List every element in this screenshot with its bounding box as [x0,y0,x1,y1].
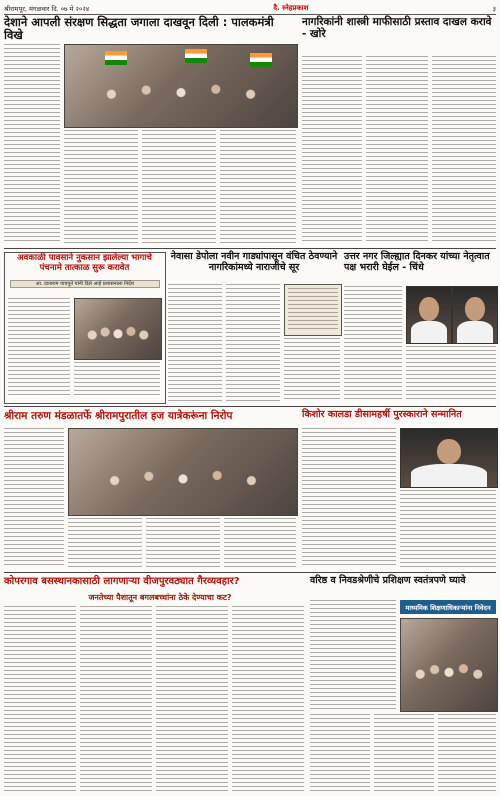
divider [4,248,496,249]
photo-portrait-district-1 [406,286,452,344]
masthead-page-number: ३ [492,4,496,13]
headline-nevasa-depot: नेवासा डेपोला नवीन गाड्यांपासून वंचित ठेवण्याने नागरिकांमध्ये नाराजीचे सूर [170,251,338,273]
article-nevasa-col1 [168,284,222,402]
headline-kishor: किशोर कालडा डीसामहर्षी पुरस्काराने सन्मानित [302,409,462,420]
article-kopargaon-col3 [156,606,228,792]
photo-teachers-memorandum [400,618,498,712]
masthead [4,2,496,15]
box-nevasa-callout [284,284,342,336]
article-main-right-col3 [432,56,496,244]
article-nevasa-col3 [284,338,340,402]
article-shriram-col3 [146,518,220,568]
photo-haj-pilgrims [68,428,298,516]
photo-portrait-district-2 [452,286,498,344]
headline-main-left: देशाने आपली संरक्षण सिद्धता जगाला दाखवून दिली : पालकमंत्री विखे [4,15,274,43]
byline-rain-loss: आ. दाताराम पाचपुते यांनी दिले आहे प्रशासनाला निर्देश [10,280,160,288]
article-nevasa-col2 [226,284,280,402]
flag-icon [250,53,272,67]
article-kishor-col1 [302,428,396,568]
headline-district: उत्तर नगर जिल्ह्यात दिनकर यांच्या नेतृत्वात पक्ष भरारी घेईल - चिंधे [344,251,490,273]
article-shriram-col2 [68,518,142,568]
flag-icon [105,51,127,65]
headline-rain-loss: अवकाळी पावसाने नुकसान झालेल्या भागाचे पंचनामे तात्काळ सुरू करावेत [17,253,152,273]
masthead-paper-name: दै. स्नेहप्रकाश [273,3,309,12]
article-district-col1 [344,286,402,402]
divider [4,406,496,407]
article-teachers-col2 [310,714,370,792]
article-main-left-col1 [4,44,60,244]
article-teachers-col3 [374,714,434,792]
article-district-col2 [406,346,496,402]
divider [4,572,496,573]
article-main-right-col2 [366,56,428,244]
subheadline-kopargaon: जनतेच्या पैशातून बगलबच्चांना ठेके देण्याचा कट? [88,593,232,602]
article-main-left-col4 [220,130,296,244]
article-main-left-col2 [64,130,138,244]
article-kopargaon-col2 [80,606,152,792]
banner-teachers: माध्यमिक शिक्षणाधिकाऱ्यांना निवेदन [400,600,496,614]
masthead-date: श्रीरामपूर, मंगळवार दि. ०७ मे २०२४ [4,4,90,13]
photo-flag-rally [64,44,298,128]
article-rain-col2 [74,362,160,398]
article-shriram-col1 [4,428,64,568]
article-kishor-col2 [400,490,496,568]
article-teachers-col4 [438,714,496,792]
photo-rain-inspection [74,298,162,360]
headline-shriram: श्रीराम तरुण मंडळातर्फे श्रीरामपुरातील हज यात्रेकरूंना निरोप [4,410,233,422]
article-main-left-col3 [142,130,216,244]
flag-icon [185,49,207,63]
article-rain-col1 [8,298,70,398]
headline-main-right: नागरिकांनी शास्त्री माफीसाठी प्रस्ताव दाखल करावे - खोरे [302,16,492,41]
headline-kopargaon: कोपरगाव बसस्थानकासाठी लागणाऱ्या वीजपुरवठ्यात गैरव्यवहार? [4,576,240,587]
article-teachers-col1 [310,600,396,710]
article-kopargaon-col4 [232,606,304,792]
article-kopargaon-col1 [4,606,76,792]
photo-kishor-award [400,428,498,488]
article-shriram-col4 [224,518,296,568]
headline-teachers: वरिष्ठ व निवडश्रेणीचे प्रशिक्षण स्वतंत्रपणे घ्यावे [310,575,466,586]
article-main-right-col1 [302,56,362,244]
